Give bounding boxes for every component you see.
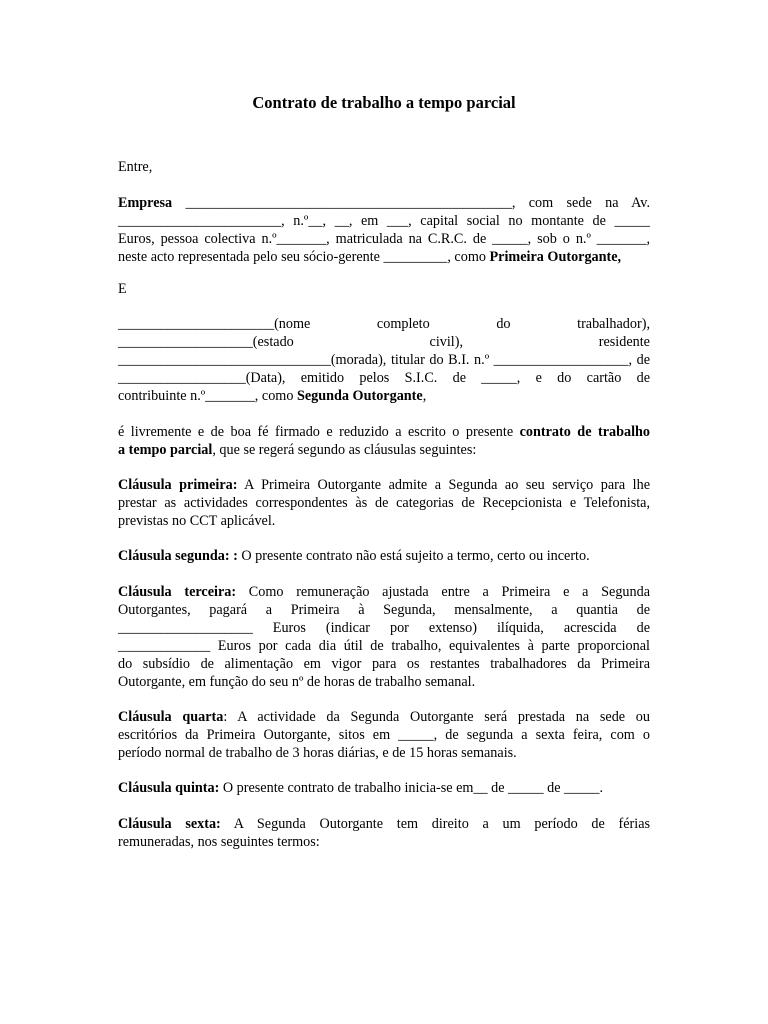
clause-6-line-2: remuneradas, nos seguintes termos: xyxy=(118,834,320,850)
clause-1-label: Cláusula primeira: xyxy=(118,477,238,493)
clause-4-label: Cláusula quarta xyxy=(118,709,224,725)
clause-3-label: Cláusula terceira: xyxy=(118,584,237,600)
worker-line-2-word: ___________________(estado xyxy=(118,334,294,350)
clause-4-line-2: escritórios da Primeira Outorgante, sitos em _____, de segunda a sexta feira, com o xyxy=(118,727,650,743)
clause-4-line-3: período normal de trabalho de 3 horas diárias, e de 15 horas semanais. xyxy=(118,745,517,761)
worker-line-1-word: ______________________(nome xyxy=(118,316,311,332)
worker-line-3: ______________________________(morada), titular do B.I. n.º ___________________, de xyxy=(118,352,650,368)
clause-3-line-3: ___________________ Euros (indicar por extenso) ilíquida, acrescida de xyxy=(118,620,650,636)
clause-6-text: A Segunda Outorgante tem direito a um período de férias xyxy=(233,816,651,832)
clause-4 xyxy=(118,708,650,762)
employer-line-3: Euros, pessoa colectiva n.º_______, matriculada na C.R.C. de _____, sob o n.º _______, xyxy=(118,231,650,247)
worker-line-1 xyxy=(118,315,650,333)
clause-3-text: Como remuneração ajustada entre a Primeira e a Segunda xyxy=(248,584,650,600)
clause-3-line-5: do subsídio de alimentação em vigor para os restantes trabalhadores da Primeira xyxy=(118,656,650,672)
clause-3 xyxy=(118,583,650,691)
conjunction-e: E xyxy=(118,281,127,297)
clause-1-line-3: previstas no CCT aplicável. xyxy=(118,513,276,529)
worker-paragraph xyxy=(118,315,650,405)
contract-type-bold: contrato de trabalho xyxy=(519,424,650,440)
worker-line-5-end: , xyxy=(422,388,427,404)
worker-line-1-word: do xyxy=(496,316,511,332)
worker-line-5 xyxy=(118,387,650,405)
second-party-role: Segunda Outorgante xyxy=(296,388,423,404)
clause-2-text: O presente contrato não está sujeito a termo, certo ou incerto. xyxy=(241,548,590,564)
clause-6-line-1 xyxy=(118,815,650,833)
worker-line-1-word: completo xyxy=(376,316,430,332)
worker-line-1-word: trabalhador), xyxy=(577,316,650,332)
worker-line-2 xyxy=(118,333,650,351)
clause-3-line-2: Outorgantes, pagará a Primeira à Segunda, mensalmente, a quantia de xyxy=(118,602,650,618)
clause-1-line-2: prestar as actividades correspondentes às de categorias de Recepcionista e Telefonista, xyxy=(118,495,650,511)
clause-4-line-1 xyxy=(118,708,650,726)
worker-line-2-word: civil), xyxy=(429,334,464,350)
clause-2-label: Cláusula segunda: : xyxy=(118,548,238,564)
employer-line-4 xyxy=(118,248,650,266)
worker-line-4: __________________(Data), emitido pelos S.I.C. de _____, e do cartão de xyxy=(118,370,650,386)
clause-3-line-4: _____________ Euros por cada dia útil de trabalho, equivalentes à parte proporcional xyxy=(118,638,650,654)
clause-6-label: Cláusula sexta: xyxy=(118,816,221,832)
clause-3-line-1 xyxy=(118,583,650,601)
clause-5 xyxy=(118,779,650,797)
clause-1 xyxy=(118,476,650,530)
intro-line-1 xyxy=(118,423,650,441)
clause-2 xyxy=(118,547,650,565)
document-title: Contrato de trabalho a tempo parcial xyxy=(252,93,516,112)
intro-text: é livremente e de boa fé firmado e reduzido a escrito o presente xyxy=(118,424,514,440)
worker-line-5-text: contribuinte n.º_______, como xyxy=(118,388,294,404)
clause-5-text: O presente contrato de trabalho inicia-se em__ de _____ de _____. xyxy=(222,780,604,796)
employer-line-1 xyxy=(118,194,650,212)
worker-line-2-word: residente xyxy=(598,334,650,350)
employer-label: Empresa xyxy=(118,195,173,211)
employer-line-1-text: ______________________________________________, com sede na Av. xyxy=(185,195,650,211)
clause-1-text: A Primeira Outorgante admite a Segunda ao seu serviço para lhe xyxy=(244,477,650,493)
employer-line-4-text: neste acto representada pelo seu sócio-gerente _________, como xyxy=(118,249,486,265)
employer-line-2: _______________________, n.º__, __, em ___, capital social no montante de _____ xyxy=(118,213,650,229)
clause-1-line-1 xyxy=(118,476,650,494)
contract-type-bold-2: a tempo parcial xyxy=(118,442,213,458)
first-party-role: Primeira Outorgante, xyxy=(489,249,622,265)
clause-6 xyxy=(118,815,650,851)
opening-entre: Entre, xyxy=(118,159,153,175)
intro-paragraph xyxy=(118,423,650,459)
clause-3-line-6: Outorgante, em função do seu nº de horas de trabalho semanal. xyxy=(118,674,476,690)
clause-4-text: : A actividade da Segunda Outorgante será prestada na sede ou xyxy=(223,709,650,725)
intro-line-2 xyxy=(118,441,650,459)
intro-text-end: , que se regerá segundo as cláusulas seguintes: xyxy=(212,442,477,458)
employer-paragraph xyxy=(118,194,650,266)
clause-5-label: Cláusula quinta: xyxy=(118,780,220,796)
